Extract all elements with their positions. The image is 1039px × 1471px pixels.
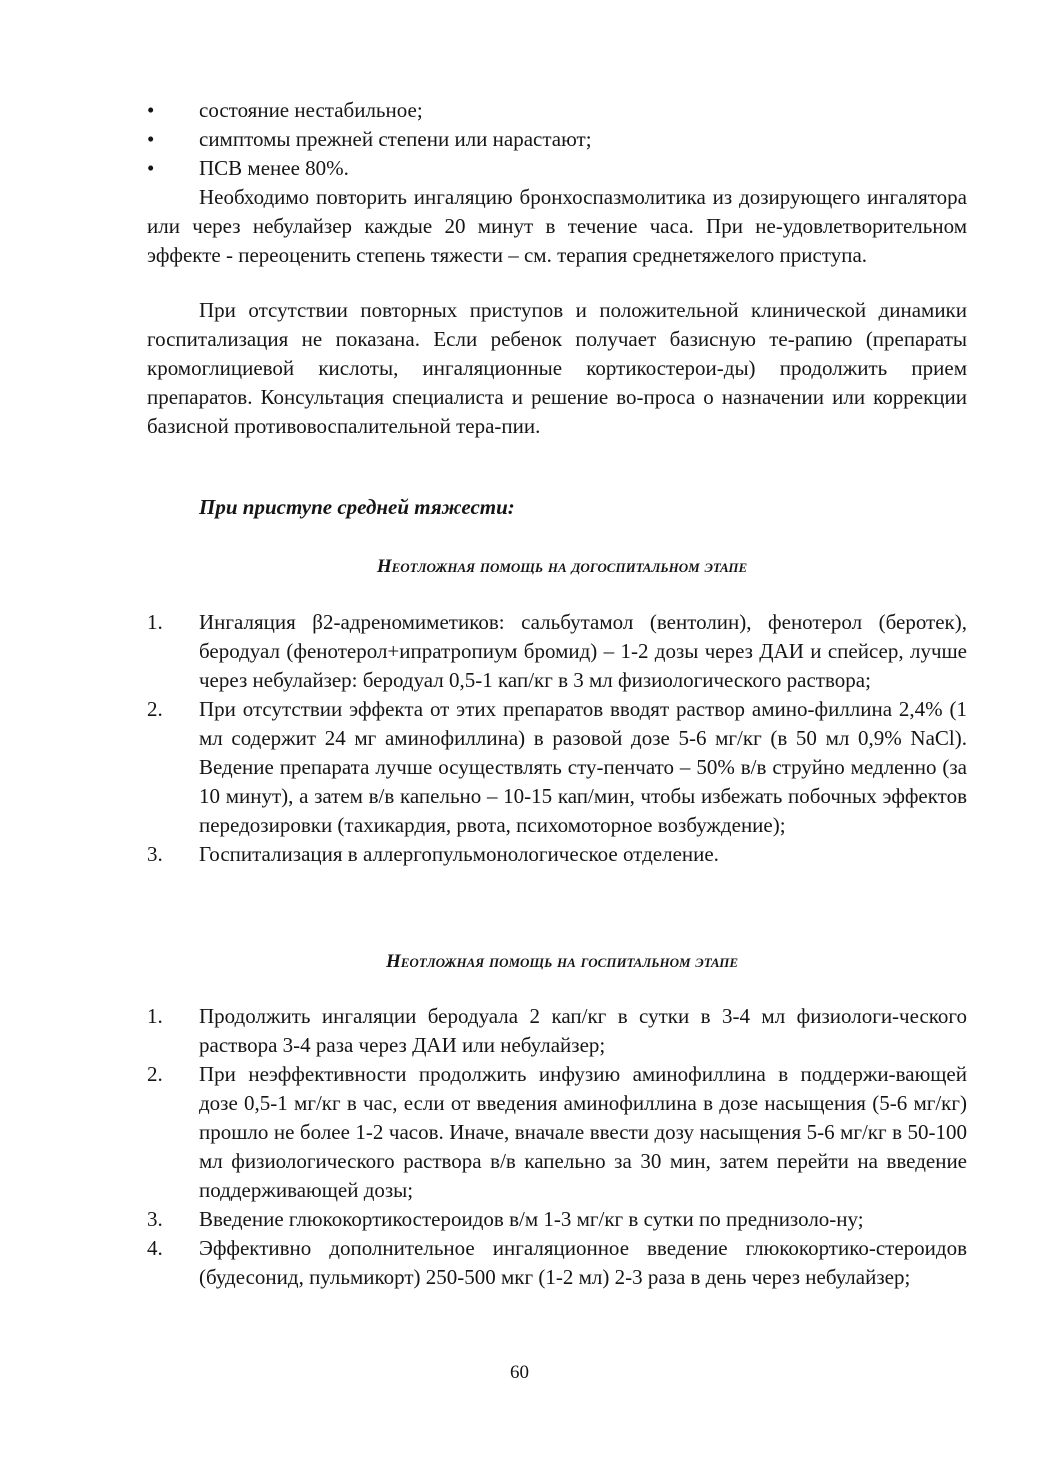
list-item — [147, 1234, 967, 1292]
bullet-item — [147, 96, 967, 125]
list-number: 3. — [147, 842, 163, 866]
list-item — [147, 1002, 967, 1060]
bullet-text: ПСВ менее 80%. — [199, 156, 349, 180]
list-item-text: Продолжить ингаляции беродуала 2 кап/кг в сутки в 3-4 мл физиологи-ческого раствора 3-4 раза через ДАИ или небулайзер; — [199, 1004, 967, 1057]
list-number: 3. — [147, 1207, 163, 1231]
list-item-text: Госпитализация в аллергопульмонологическое отделение. — [199, 842, 719, 866]
list-number: 2. — [147, 1062, 163, 1086]
bullet-text: состояние нестабильное; — [199, 98, 423, 122]
bullet-mark: • — [147, 156, 155, 180]
bullet-text: симптомы прежней степени или нарастают; — [199, 127, 592, 151]
numbered-list — [147, 1002, 967, 1292]
list-item-text: Эффективно дополнительное ингаляционное введение глюкокортико-стероидов (будесонид, пульмикорт) 250-500 мкг (1-2 мл) 2-3 раза в день через небулайзер; — [199, 1236, 967, 1289]
list-item — [147, 608, 967, 695]
bullet-list — [147, 96, 967, 183]
bullet-item — [147, 154, 967, 183]
page-number: 60 — [510, 1362, 529, 1383]
list-number: 2. — [147, 697, 163, 721]
paragraph: Необходимо повторить ингаляцию бронхоспазмолитика из дозирующего ингалятора или через небулайзер каждые 20 минут в течение часа. При не-удовлетворительном эффекте - переоценить степень тяжести – см. терапия среднетяжелого приступа. — [147, 185, 967, 267]
list-item — [147, 695, 967, 840]
section-title: Неотложная помощь на госпитальном этапе — [385, 951, 739, 972]
list-number: 4. — [147, 1236, 163, 1260]
list-item — [147, 1060, 967, 1205]
paragraph: При отсутствии повторных приступов и положительной клинической динамики госпитализация не показана. Если ребенок получает базисную те-рапию (препараты кромоглициевой кислоты, ингаляционные кортикостерои-ды) продолжить прием препаратов. Консультация специалиста и решение во-проса о назначении или коррекции базисной противовоспалительной тера-пии. — [147, 298, 967, 438]
subheading: При приступе средней тяжести: — [199, 495, 515, 519]
bullet-mark: • — [147, 98, 155, 122]
list-item-text: При неэффективности продолжить инфузию аминофиллина в поддержи-вающей дозе 0,5-1 мг/кг в час, если от введения аминофиллина в дозе насыщения (5-6 мг/кг) прошло не более 1-2 часов. Иначе, вначале ввести дозу насыщения 5-6 мг/кг в 50-100 мл физиологического раствора в/в капельно за 30 мин, затем перейти на введение поддерживающей дозы; — [199, 1062, 967, 1202]
section-title: Неотложная помощь на догоспитальном этапе — [376, 556, 748, 577]
list-item — [147, 1205, 967, 1234]
list-number: 1. — [147, 610, 163, 634]
list-item — [147, 840, 967, 869]
bullet-mark: • — [147, 127, 155, 151]
list-item-text: Ингаляция β2-адреномиметиков: сальбутамол (вентолин), фенотерол (беротек), беродуал (фенотерол+ипратропиум бромид) – 1-2 дозы через ДАИ и спейсер, лучше через небулайзер: беродуал 0,5-1 кап/кг в 3 мл физиологического раствора; — [199, 610, 967, 692]
numbered-list — [147, 608, 967, 869]
bullet-item — [147, 125, 967, 154]
list-item-text: Введение глюкокортикостероидов в/м 1-3 мг/кг в сутки по преднизоло-ну; — [199, 1207, 864, 1231]
list-item-text: При отсутствии эффекта от этих препаратов вводят раствор амино-филлина 2,4% (1 мл содержит 24 мг аминофиллина) в разовой дозе 5-6 мг/кг (в 50 мл 0,9% NaCl). Ведение препарата лучше осуществлять сту-пенчато – 50% в/в струйно медленно (за 10 минут), а затем в/в капельно – 10-15 кап/мин, чтобы избежать побочных эффектов передозировки (тахикардия, рвота, психомоторное возбуждение); — [199, 697, 967, 837]
list-number: 1. — [147, 1004, 163, 1028]
